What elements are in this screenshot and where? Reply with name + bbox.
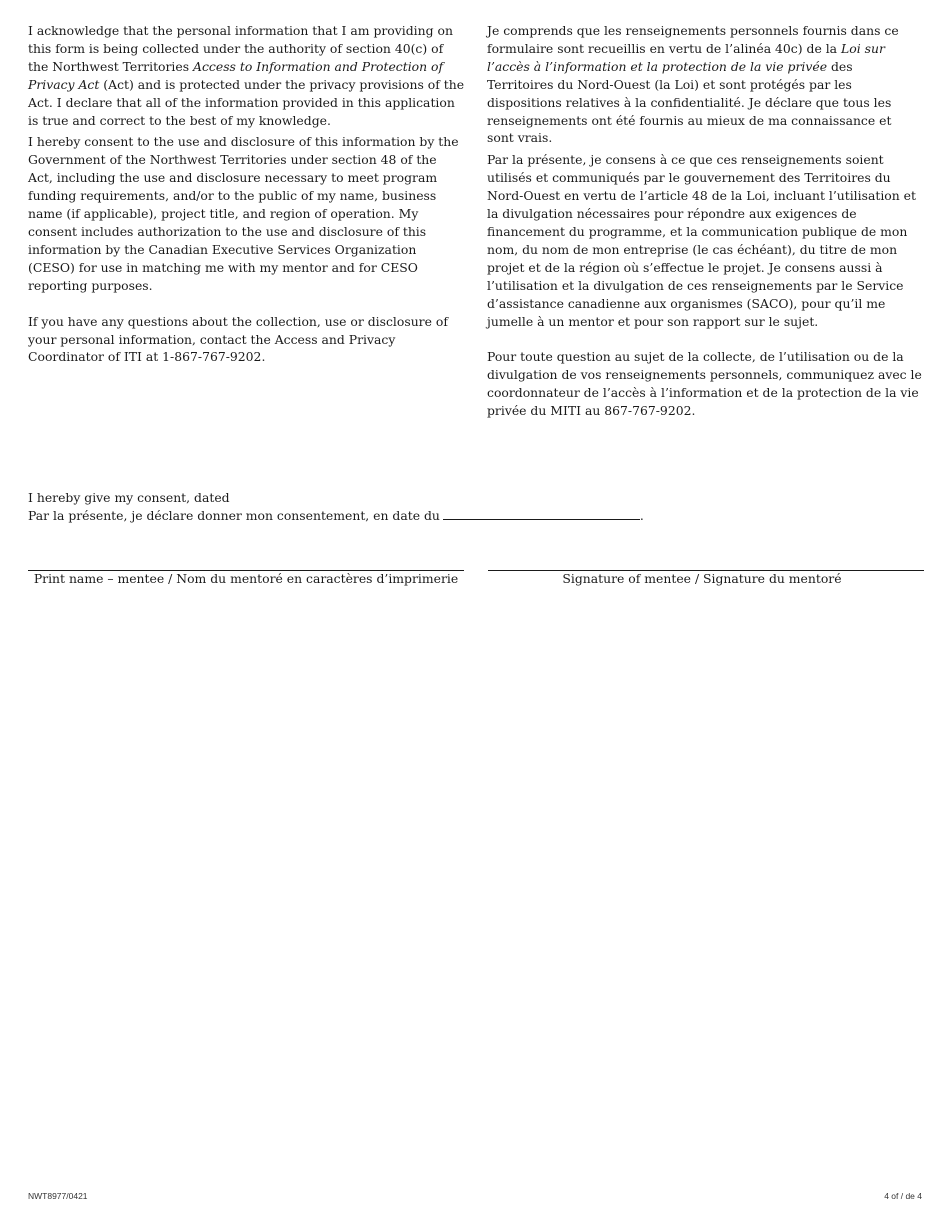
consent-date-block	[28, 489, 644, 525]
english-act-title: Access to Information and Protection of Privacy Act	[28, 58, 444, 92]
english-consent-paragraph: I hereby consent to the use and disclosure of this information by the Government of the Northwest Territories under section 48 of the Act, including the use and disclosure necessary to meet program funding requirements, and/or to the public of my name, business name (if applicable), project title, and region of operation. My consent includes authorization to the use and disclosure of this information by the Canadian Executive Services Organization (CESO) for use in matching me with my mentor and for CESO reporting purposes.	[28, 134, 459, 293]
english-ack-text-end: (Act) and is protected under the privacy provisions of the Act. I declare that all of the information provided in this application is true and correct to the best of my knowledge.	[28, 76, 465, 128]
english-acknowledgement-paragraph	[28, 22, 465, 129]
date-end-punct: .	[639, 507, 644, 523]
print-name-caption: Print name – mentee / Nom du mentoré en caractères d’imprimerie	[33, 571, 459, 586]
signature-caption: Signature of mentee / Signature du mentoré	[562, 571, 842, 586]
french-ack-text-end: des Territoires du Nord-Ouest (la Loi) et sont protégés par les dispositions relatives à la confidentialité. Je déclare que tous les renseignements ont été fournis au mieux de ma connaissance et sont vrais.	[487, 58, 892, 146]
french-act-title: Loi sur l’accès à l’information et la protection de la vie privée	[487, 40, 885, 74]
french-column	[487, 22, 922, 420]
date-field[interactable]	[443, 507, 640, 520]
french-questions-paragraph: Pour toute question au sujet de la collecte, de l’utilisation ou de la divulgation de vos renseignements personnels, communiquez avec le coordonnateur de l’accès à l’information et de la protection de la vie privée du MITI au 867-767-9202.	[487, 349, 922, 419]
english-ack-text: I acknowledge that the personal information that I am providing on this form is being collected under the authority of section 40(c) of the Northwest Territories	[28, 23, 453, 74]
english-questions-paragraph: If you have any questions about the collection, use or disclosure of your personal information, contact the Access and Privacy Coordinator of ITI at 1-867-767-9202.	[28, 313, 448, 365]
consent-date-french: Par la présente, je déclare donner mon consentement, en date du	[28, 507, 440, 523]
french-ack-text: Je comprends que les renseignements personnels fournis dans ce formulaire sont recueillis en vertu de l’alinéa 40c) de la	[487, 23, 899, 56]
french-consent-paragraph: Par la présente, je consens à ce que ces renseignements soient utilisés et communiqués par le gouvernement des Territoires du Nord-Ouest en vertu de l’article 48 de la Loi, incluant l’utilisation et la divulgation nécessaires pour répondre aux exigences de financement du programme, et la communication publique de mon nom, du nom de mon entreprise (le cas échéant), du titre de mon projet et de la région où s’effectue le projet. Je consens aussi à l’utilisation et la divulgation de ces renseignements par le Service d’assistance canadienne aux organismes (SACO), pour qu’il me jumelle à un mentor et pour son rapport sur le sujet.	[487, 152, 916, 329]
consent-date-french-row	[28, 507, 644, 525]
page-number: 4 of / de 4	[884, 1191, 922, 1201]
english-column	[28, 22, 465, 366]
form-number: NWT8977/0421	[28, 1191, 88, 1201]
french-acknowledgement-paragraph	[487, 22, 922, 147]
consent-date-english: I hereby give my consent, dated	[28, 490, 230, 505]
